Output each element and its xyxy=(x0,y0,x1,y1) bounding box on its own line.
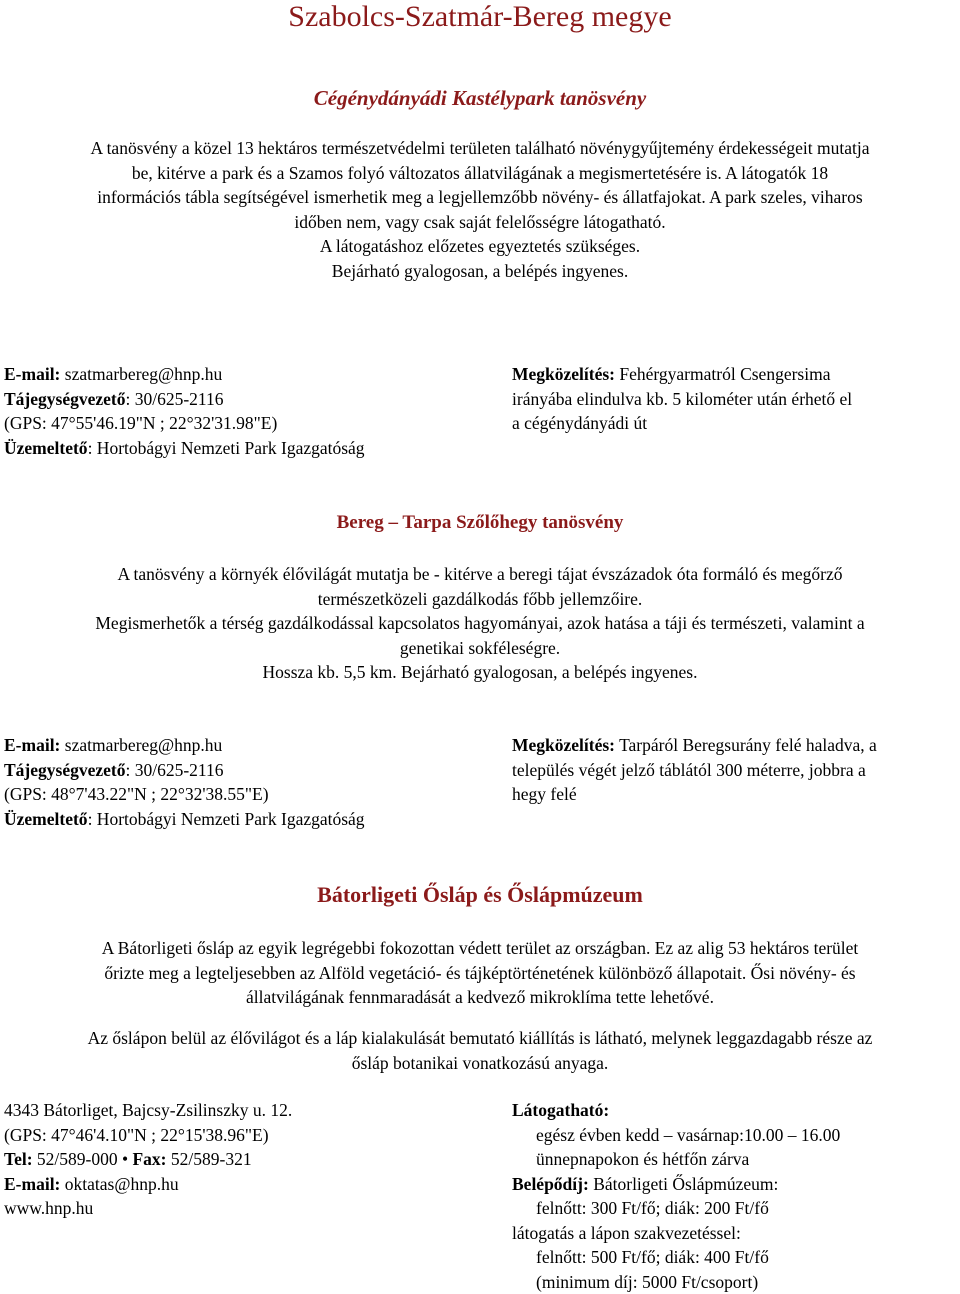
gps-coordinates: (GPS: 48°7'43.22"N ; 22°32'38.55"E) xyxy=(4,784,269,804)
description-line: Bejárható gyalogosan, a belépés ingyenes. xyxy=(331,260,629,281)
approach-block-tarpa xyxy=(512,733,956,807)
guide-label: Tájegységvezető xyxy=(4,759,126,780)
email-link[interactable]: szatmarbereg@hnp.hu xyxy=(64,364,223,384)
guide-phone: : 30/625-2116 xyxy=(125,759,224,780)
operator-name: : Hortobágyi Nemzeti Park Igazgatóság xyxy=(87,437,365,458)
description-line: őrizte meg a legteljesebben az Alföld vegetáció- és tájképtörténetének különböző állapotait. Ősi növény- és xyxy=(104,962,856,983)
operator-name: : Hortobágyi Nemzeti Park Igazgatóság xyxy=(87,808,365,829)
email-link[interactable]: szatmarbereg@hnp.hu xyxy=(64,735,223,755)
guide-phone: : 30/625-2116 xyxy=(125,388,224,409)
description-line: Hossza kb. 5,5 km. Bejárható gyalogosan, a belépés ingyenes. xyxy=(262,662,698,682)
section-description-kastelypark xyxy=(4,136,956,283)
ticket-label: Belépődíj: xyxy=(512,1173,589,1194)
operator-label: Üzemeltető xyxy=(4,437,88,458)
approach-block-kastelypark xyxy=(512,362,956,436)
address: 4343 Bátorliget, Bajcsy-Zsilinszky u. 12. xyxy=(4,1100,293,1120)
ticket-price-museum: felnőtt: 300 Ft/fő; diák: 200 Ft/fő xyxy=(536,1198,769,1218)
email-label: E-mail: xyxy=(4,735,61,755)
email-link[interactable]: oktatas@hnp.hu xyxy=(60,1173,179,1194)
section-title-batorliget: Bátorligeti Ősláp és Őslápmúzeum xyxy=(317,882,643,907)
description-line: természetközeli gazdálkodás főbb jellemzőire. xyxy=(317,588,643,609)
ticket-place: Bátorligeti Őslápmúzeum: xyxy=(588,1173,779,1194)
description-line: A tanösvény a környék élővilágát mutatja be - kitérve a beregi tájat évszázadok óta formáló és megőrző xyxy=(117,564,843,584)
guided-tour-label: látogatás a lápon szakvezetéssel: xyxy=(512,1222,741,1243)
approach-text: Tarpáról Beregsurány felé haladva, a xyxy=(615,735,877,755)
gps-coordinates: (GPS: 47°55'46.19"N ; 22°32'31.98"E) xyxy=(4,413,278,433)
fax-label: Fax: xyxy=(132,1149,167,1169)
approach-text: Fehérgyarmatról Csengersima xyxy=(615,364,831,384)
tel-number: 52/589-000 • xyxy=(32,1149,133,1169)
contact-block-tarpa xyxy=(4,733,474,831)
operator-label: Üzemeltető xyxy=(4,808,88,829)
description-line: be, kitérve a park és a Szamos folyó változatos állatvilágának a megismertetésére is. A látogatók 18 xyxy=(131,162,829,183)
section-title-tarpa: Bereg – Tarpa Szőlőhegy tanösvény xyxy=(336,512,624,533)
section-title-kastelypark: Cégénydányádi Kastélypark tanösvény xyxy=(313,86,647,110)
visiting-hours: egész évben kedd – vasárnap:10.00 – 16.00 xyxy=(536,1124,841,1145)
section-description-batorliget xyxy=(4,936,956,1010)
email-label: E-mail: xyxy=(4,1173,61,1194)
section-exhibition-batorliget xyxy=(4,1026,956,1075)
visiting-label: Látogatható: xyxy=(512,1100,610,1120)
approach-label: Megközelítés: xyxy=(512,364,616,384)
description-line: állatvilágának fennmaradását a kedvező mikroklíma tette lehetővé. xyxy=(246,987,714,1007)
approach-text: hegy felé xyxy=(512,784,577,804)
page-title: Szabolcs-Szatmár-Bereg megye xyxy=(288,0,672,33)
description-line: A látogatáshoz előzetes egyeztetés szükséges. xyxy=(319,236,641,256)
ticket-price-guided: felnőtt: 500 Ft/fő; diák: 400 Ft/fő xyxy=(536,1247,769,1267)
contact-block-batorliget xyxy=(4,1098,474,1221)
guide-label: Tájegységvezető xyxy=(4,388,126,409)
visiting-closed: ünnepnapokon és hétfőn zárva xyxy=(536,1149,750,1169)
description-line: genetikai sokféleségre. xyxy=(399,637,561,658)
approach-text: a cégénydányádi út xyxy=(512,413,648,433)
email-label: E-mail: xyxy=(4,364,61,384)
gps-coordinates: (GPS: 47°46'4.10"N ; 22°15'38.96"E) xyxy=(4,1124,269,1145)
website-link[interactable]: www.hnp.hu xyxy=(4,1198,94,1218)
description-line: A Bátorligeti ősláp az egyik legrégebbi fokozottan védett terület az országban. Ez az alig 53 hektáros terület xyxy=(101,938,859,958)
contact-block-kastelypark xyxy=(4,362,474,460)
description-line: A tanösvény a közel 13 hektáros természetvédelmi területen található növénygyűjtemény érdekességeit mutatja xyxy=(90,138,870,158)
description-line: Megismerhetők a térség gazdálkodással kapcsolatos hagyományai, azok hatása a táji és természeti, valamint a xyxy=(95,613,865,633)
description-line: Az őslápon belül az élővilágot és a láp kialakulását bemutató kiállítás is látható, melynek leggazdagabb része az xyxy=(87,1028,873,1048)
approach-text: település végét jelző táblától 300 méterre, jobbra a xyxy=(512,759,866,780)
description-line: információs tábla segítségével ismerhetik meg a legjellemzőbb növény- és állatfajokat. A park szeles, viharos xyxy=(97,187,863,207)
section-description-tarpa xyxy=(4,562,956,685)
description-line: időben nem, vagy csak saját felelősségre látogatható. xyxy=(294,211,666,232)
approach-text: irányába elindulva kb. 5 kilométer után érhető el xyxy=(512,388,853,409)
minimum-fee: (minimum díj: 5000 Ft/csoport) xyxy=(536,1271,759,1292)
visiting-block-batorliget xyxy=(512,1098,956,1294)
description-line: ősláp botanikai vonatkozású anyaga. xyxy=(351,1052,609,1073)
fax-number: 52/589-321 xyxy=(166,1149,252,1169)
approach-label: Megközelítés: xyxy=(512,735,616,755)
tel-label: Tel: xyxy=(4,1149,33,1169)
